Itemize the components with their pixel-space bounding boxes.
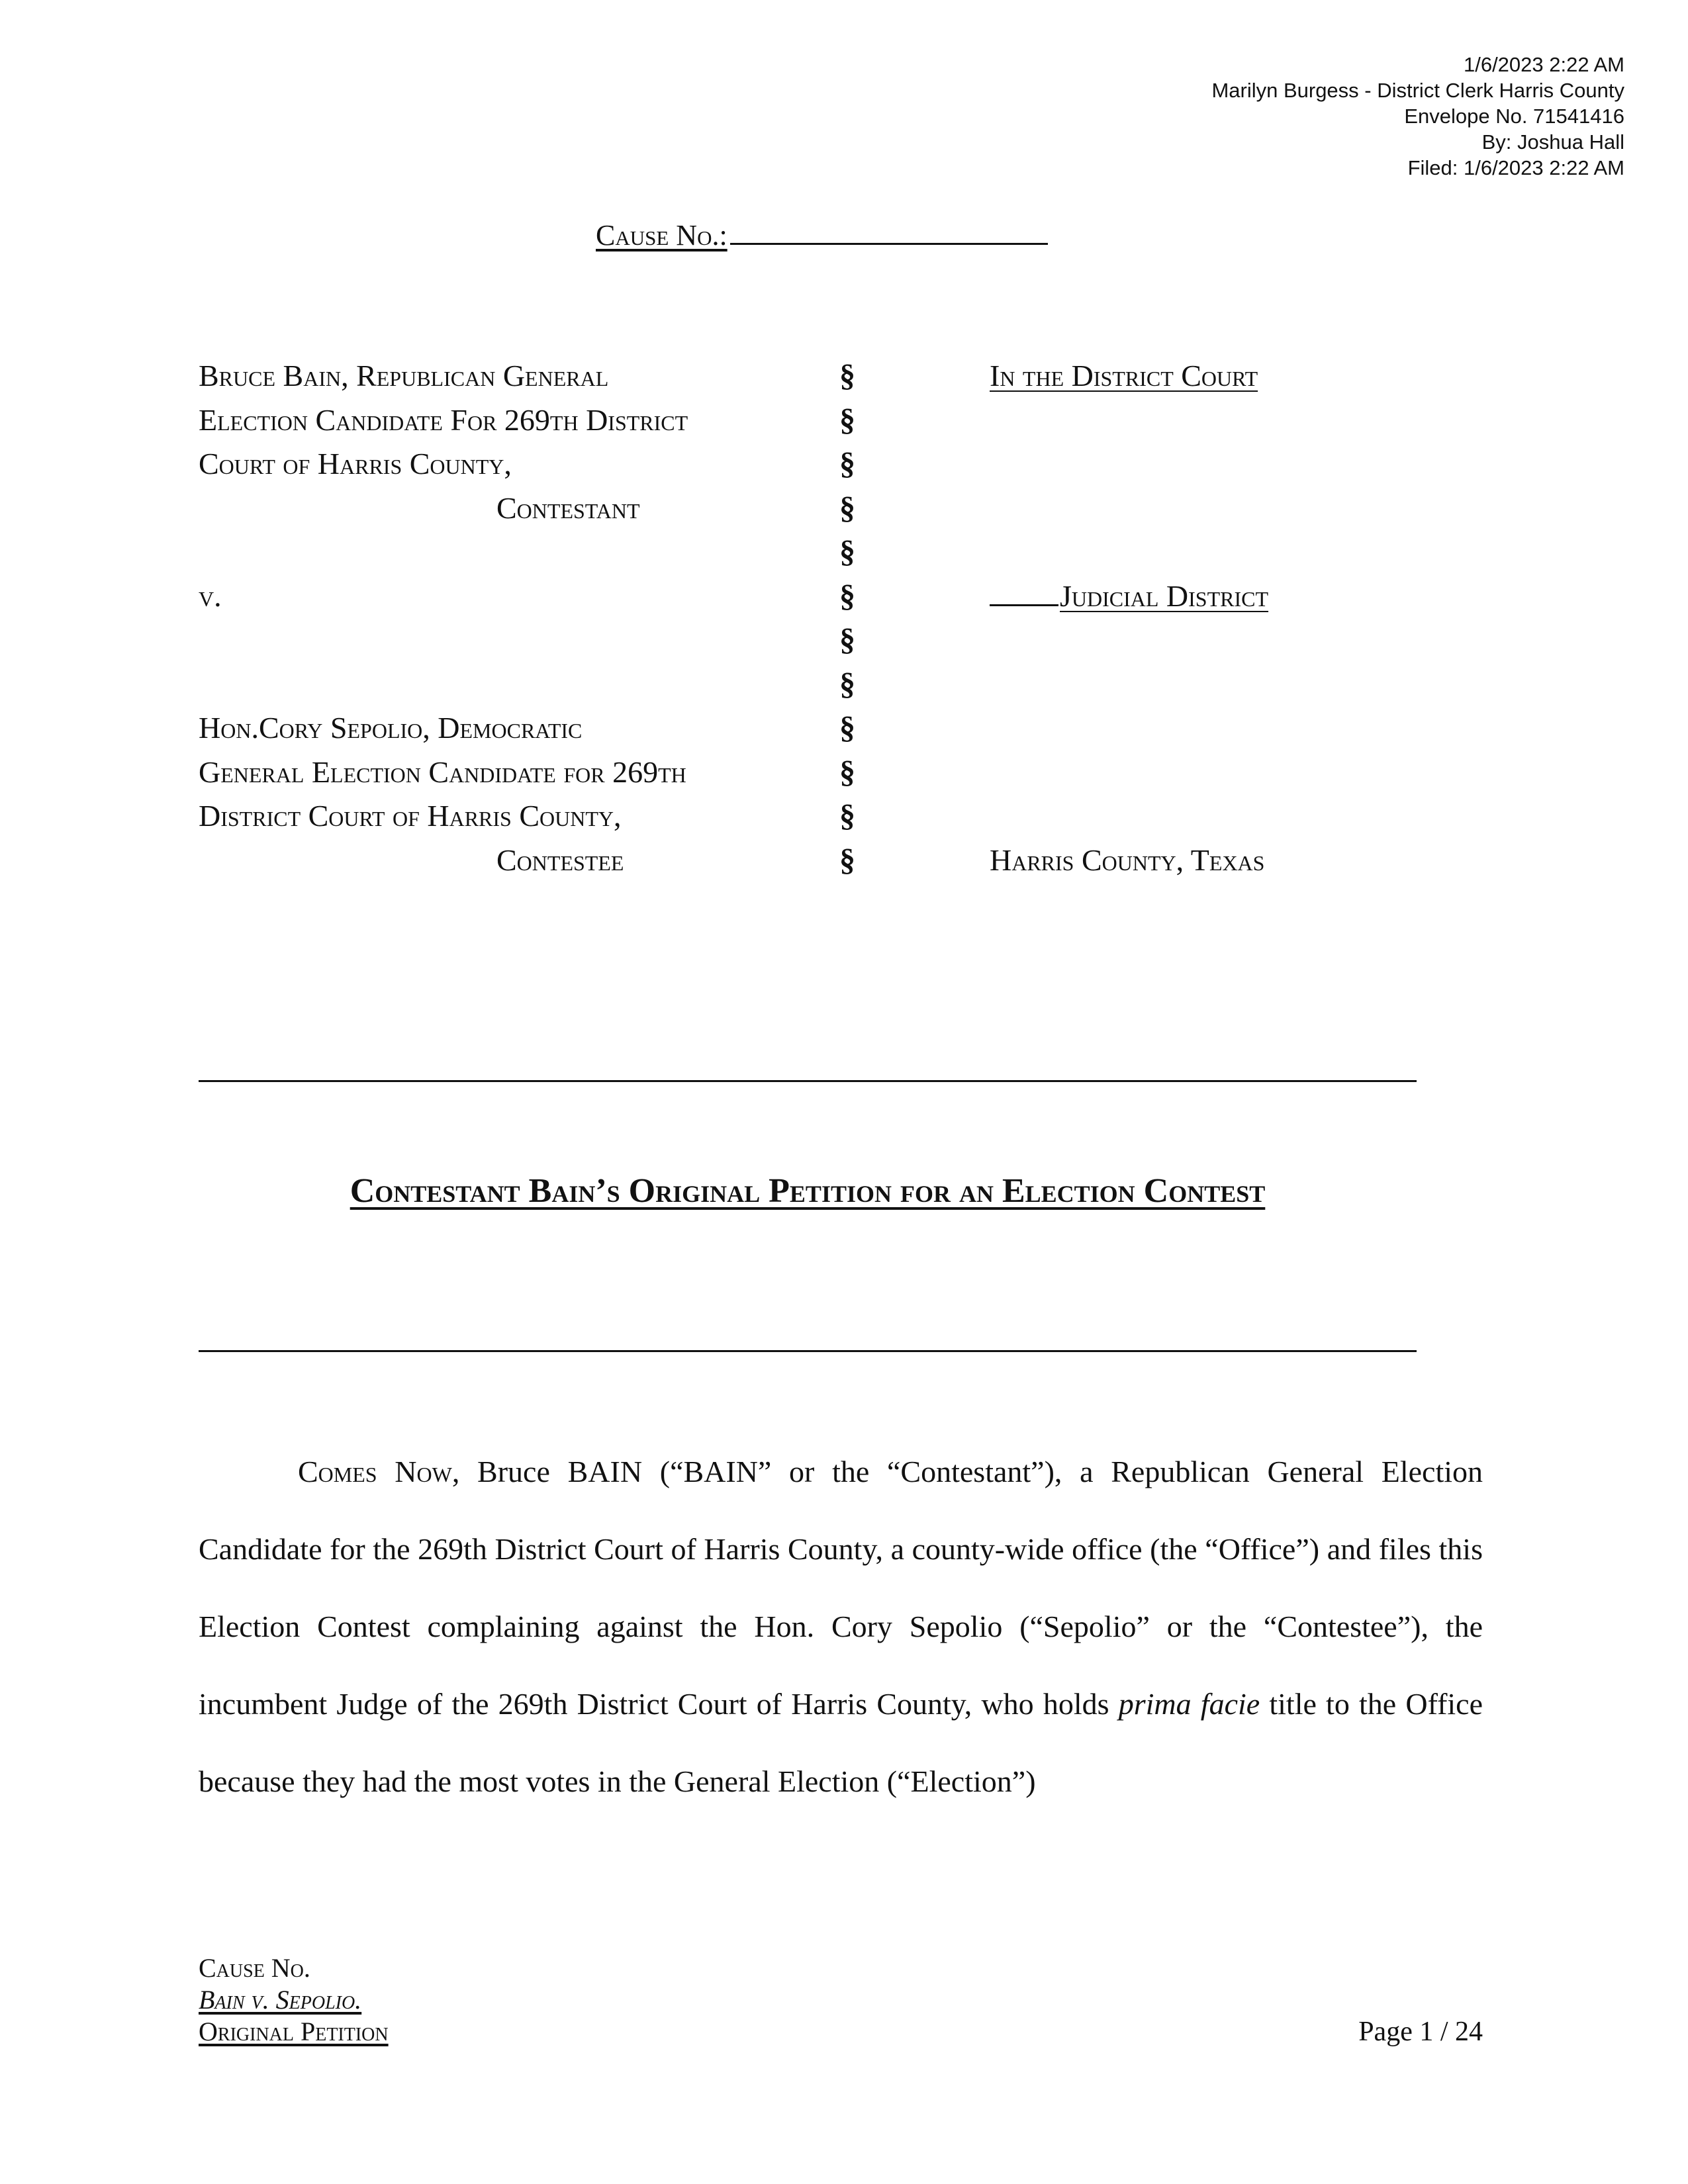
judicial-district: Judicial District: [1060, 578, 1269, 613]
section-symbol: §: [839, 358, 855, 393]
court-county: Harris County, Texas: [990, 842, 1265, 877]
caption-line: Election Candidate For 269th District: [199, 402, 688, 437]
caption-section-column: [824, 354, 870, 882]
section-symbol: §: [839, 710, 855, 745]
caption-line: Bruce Bain, Republican General: [199, 359, 609, 392]
court-name: In the District Court: [990, 359, 1258, 392]
caption-court: [990, 354, 1453, 882]
cause-number-heading: [596, 218, 1048, 252]
document-title: Contestant Bain’s Original Petition for an Election Contest: [350, 1172, 1266, 1210]
section-symbol: §: [839, 402, 855, 437]
stamp-envelope: Envelope No. 71541416: [1404, 105, 1624, 128]
cause-number-blank: [730, 219, 1048, 245]
stamp-filed: Filed: 1/6/2023 2:22 AM: [1407, 156, 1624, 179]
caption-line: District Court of Harris County,: [199, 799, 622, 833]
caption-contestant-role: Contestant: [496, 490, 640, 525]
stamp-datetime: 1/6/2023 2:22 AM: [1463, 53, 1624, 76]
section-symbol: §: [839, 490, 855, 525]
section-symbol: §: [839, 578, 855, 614]
section-symbol: §: [839, 666, 855, 702]
body-text-1: , Bruce BAIN (“BAIN” or the “Contestant”), a Republican General Election Candidate for the 269th District Court of Harris County, a county-wide office (the “Office”) and files this Election Contest complaining against the Hon. Cory Sepolio (“Sepolio” or the “Contestee”), the incumbent Judge of the 269th District Court of Harris County, who holds: [199, 1455, 1483, 1721]
caption-line: General Election Candidate for 269th: [199, 754, 686, 789]
section-symbol: §: [839, 842, 855, 878]
district-number-blank: [990, 575, 1058, 606]
stamp-clerk: Marilyn Burgess - District Clerk Harris County: [1211, 79, 1624, 102]
caption-line: [199, 662, 821, 707]
section-symbol: §: [839, 446, 855, 481]
footer-left: [199, 1952, 389, 2048]
body-text-2: title to the Office because they had the most votes in the General Election (“Election”): [199, 1687, 1483, 1798]
page-number: Page 1 / 24: [1358, 2017, 1483, 2047]
section-symbol: §: [839, 798, 855, 833]
title-rule-bottom: [199, 1350, 1417, 1352]
section-symbol: §: [839, 754, 855, 790]
section-symbol: §: [839, 622, 855, 657]
body-paragraph: [199, 1433, 1483, 1820]
caption-line: [199, 530, 821, 574]
footer-cause: Cause No.: [199, 1953, 310, 1983]
body-lead: Comes Now: [298, 1455, 452, 1488]
title-rule-top: [199, 1080, 1417, 1082]
filing-stamp: [1029, 52, 1624, 181]
caption-versus: v.: [199, 578, 222, 613]
cause-number-label: Cause No.:: [596, 219, 727, 251]
caption-parties: [199, 354, 821, 882]
caption-contestee-role: Contestee: [496, 842, 624, 877]
stamp-by: By: Joshua Hall: [1481, 130, 1624, 154]
caption-line: [199, 618, 821, 662]
caption-line: Court of Harris County,: [199, 447, 512, 480]
footer-document: Original Petition: [199, 2017, 389, 2046]
footer-case-name: Bain v. Sepolio.: [199, 1985, 362, 2015]
caption-line: Hon.Cory Sepolio, Democratic: [199, 711, 583, 745]
body-italic: prima facie: [1118, 1687, 1260, 1721]
section-symbol: §: [839, 534, 855, 569]
